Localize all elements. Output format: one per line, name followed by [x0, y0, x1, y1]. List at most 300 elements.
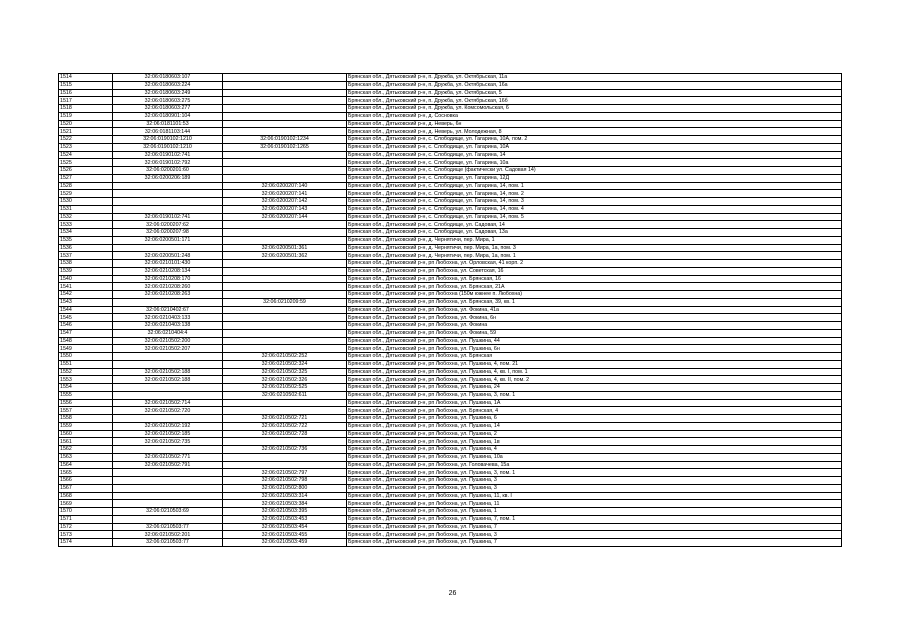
table-row	[59, 105, 842, 113]
land-cadastral-number-cell: 32:06:0200207:62	[113, 221, 223, 229]
object-cadastral-number-cell: 32:06:0200207:141	[223, 190, 347, 198]
land-cadastral-number-cell	[113, 484, 223, 492]
land-cadastral-number-cell	[113, 469, 223, 477]
address-cell: Брянская обл., Дятьковский р-н, рп Любохна, ул. Пушкина, 3	[347, 477, 842, 485]
object-cadastral-number-cell: 32:06:0210502:797	[223, 469, 347, 477]
row-number-cell: 1573	[59, 531, 113, 539]
object-cadastral-number-cell	[223, 283, 347, 291]
address-cell: Брянская обл., Дятьковский р-н, с. Слободище, ул. Гагарина, 14, пом. 5	[347, 213, 842, 221]
object-cadastral-number-cell: 32:06:0200207:143	[223, 205, 347, 213]
table-row	[59, 531, 842, 539]
row-number-cell: 1534	[59, 229, 113, 237]
land-cadastral-number-cell: 32:06:0210502:714	[113, 399, 223, 407]
address-cell: Брянская обл., Дятьковский р-н, с. Слободище, ул. Гагарина, 10а	[347, 159, 842, 167]
table-row	[59, 523, 842, 531]
table-row	[59, 298, 842, 306]
row-number-cell: 1570	[59, 508, 113, 516]
land-cadastral-number-cell: 32:06:0181103:144	[113, 128, 223, 136]
row-number-cell: 1537	[59, 252, 113, 260]
address-cell: Брянская обл., Дятьковский р-н, рп Любохна, ул. Пушкина, 7	[347, 539, 842, 547]
row-number-cell: 1548	[59, 337, 113, 345]
address-cell: Брянская обл., Дятьковский р-н, д. Чернятичи, пер. Мира, 1а, пом. 3	[347, 244, 842, 252]
row-number-cell: 1555	[59, 391, 113, 399]
row-number-cell: 1524	[59, 151, 113, 159]
page-number: 26	[448, 590, 457, 597]
address-cell: Брянская обл., Дятьковский р-н, рп Любохна, ул. Пушкина, 6	[347, 415, 842, 423]
table-row	[59, 376, 842, 384]
address-cell: Брянская обл., Дятьковский р-н, рп Любохна, ул. Пушкина, 44	[347, 337, 842, 345]
row-number-cell: 1559	[59, 422, 113, 430]
row-number-cell: 1528	[59, 182, 113, 190]
table-row	[59, 422, 842, 430]
table-row	[59, 461, 842, 469]
row-number-cell: 1574	[59, 539, 113, 547]
row-number-cell: 1517	[59, 97, 113, 105]
row-number-cell: 1518	[59, 105, 113, 113]
object-cadastral-number-cell	[223, 159, 347, 167]
address-cell: Брянская обл., Дятьковский р-н, с. Слободище, ул. Садовая, 14	[347, 221, 842, 229]
row-number-cell: 1531	[59, 205, 113, 213]
land-cadastral-number-cell: 32:06:0200501:171	[113, 236, 223, 244]
object-cadastral-number-cell: 32:06:0210502:326	[223, 376, 347, 384]
table-row	[59, 182, 842, 190]
table-row	[59, 453, 842, 461]
address-cell: Брянская обл., Дятьковский р-н, рп Любохна, ул. Пушкина, 10а	[347, 453, 842, 461]
row-number-cell: 1560	[59, 430, 113, 438]
row-number-cell: 1554	[59, 384, 113, 392]
row-number-cell: 1544	[59, 306, 113, 314]
table-row	[59, 89, 842, 97]
row-number-cell: 1561	[59, 438, 113, 446]
address-cell: Брянская обл., Дятьковский р-н, рп Любохна, ул. Брянская	[347, 353, 842, 361]
land-cadastral-number-cell: 32:06:0210402:67	[113, 306, 223, 314]
object-cadastral-number-cell: 32:06:0200207:142	[223, 198, 347, 206]
address-cell: Брянская обл., Дятьковский р-н, п. Дружба, ул. Октябрьская, 5	[347, 89, 842, 97]
address-cell: Брянская обл., Дятьковский р-н, рп Любохна, ул. Пушкина, 14	[347, 422, 842, 430]
land-cadastral-number-cell: 32:06:0210502:791	[113, 461, 223, 469]
table-row	[59, 430, 842, 438]
land-cadastral-number-cell: 32:06:0200501:248	[113, 252, 223, 260]
land-cadastral-number-cell: 32:06:0180603:249	[113, 89, 223, 97]
object-cadastral-number-cell	[223, 167, 347, 175]
table-row	[59, 190, 842, 198]
land-cadastral-number-cell: 32:06:0200201:60	[113, 167, 223, 175]
row-number-cell: 1566	[59, 477, 113, 485]
object-cadastral-number-cell	[223, 221, 347, 229]
address-cell: Брянская обл., Дятьковский р-н, рп Любохна (150м южнее п. Любохна)	[347, 291, 842, 299]
object-cadastral-number-cell: 32:06:0200501:361	[223, 244, 347, 252]
table-row	[59, 159, 842, 167]
table-row	[59, 267, 842, 275]
object-cadastral-number-cell: 32:06:0200207:140	[223, 182, 347, 190]
object-cadastral-number-cell	[223, 314, 347, 322]
table-row	[59, 360, 842, 368]
row-number-cell: 1522	[59, 136, 113, 144]
land-cadastral-number-cell: 32:06:0190102:741	[113, 213, 223, 221]
land-cadastral-number-cell: 32:06:0180603:107	[113, 74, 223, 82]
land-cadastral-number-cell: 32:06:0190102:792	[113, 159, 223, 167]
address-cell: Брянская обл., Дятьковский р-н, с. Слободище, ул. Гагарина, 10А, пом. 2	[347, 136, 842, 144]
row-number-cell: 1549	[59, 345, 113, 353]
table-row	[59, 128, 842, 136]
land-cadastral-number-cell: 32:06:0210502:185	[113, 430, 223, 438]
land-cadastral-number-cell	[113, 415, 223, 423]
address-cell: Брянская обл., Дятьковский р-н, рп Любохна, ул. Пушкина, 11	[347, 500, 842, 508]
land-cadastral-number-cell: 32:06:0210502:720	[113, 407, 223, 415]
table-row	[59, 260, 842, 268]
row-number-cell: 1569	[59, 500, 113, 508]
land-cadastral-number-cell: 32:06:0180603:275	[113, 97, 223, 105]
row-number-cell: 1553	[59, 376, 113, 384]
row-number-cell: 1545	[59, 314, 113, 322]
table-row	[59, 275, 842, 283]
table-row	[59, 353, 842, 361]
row-number-cell: 1539	[59, 267, 113, 275]
land-cadastral-number-cell: 32:06:0210208:263	[113, 291, 223, 299]
address-cell: Брянская обл., Дятьковский р-н, п. Дружба, ул. Октябрьская, 11а	[347, 74, 842, 82]
table-row	[59, 539, 842, 547]
land-cadastral-number-cell: 32:06:0210502:200	[113, 337, 223, 345]
row-number-cell: 1520	[59, 120, 113, 128]
table-row	[59, 484, 842, 492]
object-cadastral-number-cell	[223, 322, 347, 330]
table-row	[59, 329, 842, 337]
land-cadastral-number-cell: 32:06:0181101:53	[113, 120, 223, 128]
land-cadastral-number-cell	[113, 391, 223, 399]
row-number-cell: 1525	[59, 159, 113, 167]
table-row	[59, 314, 842, 322]
object-cadastral-number-cell	[223, 399, 347, 407]
object-cadastral-number-cell: 32:06:0210503:453	[223, 515, 347, 523]
land-cadastral-number-cell	[113, 500, 223, 508]
land-cadastral-number-cell	[113, 360, 223, 368]
land-cadastral-number-cell: 32:06:0210502:192	[113, 422, 223, 430]
row-number-cell: 1557	[59, 407, 113, 415]
land-cadastral-number-cell: 32:06:0180603:224	[113, 81, 223, 89]
land-cadastral-number-cell	[113, 353, 223, 361]
object-cadastral-number-cell	[223, 438, 347, 446]
table-row	[59, 283, 842, 291]
address-cell: Брянская обл., Дятьковский р-н, рп Любохна, ул. Пушкина, 24	[347, 384, 842, 392]
object-cadastral-number-cell: 32:06:0210503:455	[223, 531, 347, 539]
table-row	[59, 322, 842, 330]
land-cadastral-number-cell	[113, 515, 223, 523]
table-row	[59, 81, 842, 89]
object-cadastral-number-cell	[223, 461, 347, 469]
table-row	[59, 205, 842, 213]
address-cell: Брянская обл., Дятьковский р-н, рп Любохна, ул. Пушкина, 4, пом. 21	[347, 360, 842, 368]
object-cadastral-number-cell: 32:06:0190102:1265	[223, 143, 347, 151]
address-cell: Брянская обл., Дятьковский р-н, рп Любохна, ул. Пушкина, 6н	[347, 345, 842, 353]
object-cadastral-number-cell: 32:06:0210503:384	[223, 500, 347, 508]
table-row	[59, 492, 842, 500]
object-cadastral-number-cell: 32:06:0210503:314	[223, 492, 347, 500]
object-cadastral-number-cell: 32:06:0200207:144	[223, 213, 347, 221]
row-number-cell: 1530	[59, 198, 113, 206]
land-cadastral-number-cell: 32:06:0210502:771	[113, 453, 223, 461]
row-number-cell: 1521	[59, 128, 113, 136]
land-cadastral-number-cell: 32:06:0210503:77	[113, 523, 223, 531]
row-number-cell: 1562	[59, 446, 113, 454]
object-cadastral-number-cell	[223, 275, 347, 283]
object-cadastral-number-cell	[223, 329, 347, 337]
row-number-cell: 1515	[59, 81, 113, 89]
table-row	[59, 438, 842, 446]
row-number-cell: 1514	[59, 74, 113, 82]
row-number-cell: 1565	[59, 469, 113, 477]
land-cadastral-number-cell	[113, 190, 223, 198]
row-number-cell: 1532	[59, 213, 113, 221]
table-row	[59, 391, 842, 399]
row-number-cell: 1551	[59, 360, 113, 368]
table-row	[59, 384, 842, 392]
address-cell: Брянская обл., Дятьковский р-н, п. Дружба, ул. Октябрьская, 16а	[347, 81, 842, 89]
row-number-cell: 1552	[59, 368, 113, 376]
row-number-cell: 1535	[59, 236, 113, 244]
address-cell: Брянская обл., Дятьковский р-н, с. Слободище, ул. Гагарина, 14, пом. 2	[347, 190, 842, 198]
address-cell: Брянская обл., Дятьковский р-н, д. Неверь, ул. Молодежная, 8	[347, 128, 842, 136]
row-number-cell: 1523	[59, 143, 113, 151]
row-number-cell: 1538	[59, 260, 113, 268]
object-cadastral-number-cell	[223, 260, 347, 268]
address-cell: Брянская обл., Дятьковский р-н, рп Любохна, ул. Головачева, 15а	[347, 461, 842, 469]
land-cadastral-number-cell: 32:06:0210403:133	[113, 314, 223, 322]
address-cell: Брянская обл., Дятьковский р-н, рп Любохна, ул. Пушкина, 1в	[347, 438, 842, 446]
object-cadastral-number-cell	[223, 81, 347, 89]
table-row	[59, 399, 842, 407]
table-row	[59, 174, 842, 182]
row-number-cell: 1546	[59, 322, 113, 330]
land-cadastral-number-cell	[113, 492, 223, 500]
table-row	[59, 291, 842, 299]
row-number-cell: 1542	[59, 291, 113, 299]
object-cadastral-number-cell: 32:06:0210502:525	[223, 384, 347, 392]
row-number-cell: 1529	[59, 190, 113, 198]
row-number-cell: 1516	[59, 89, 113, 97]
table-row	[59, 446, 842, 454]
land-cadastral-number-cell	[113, 477, 223, 485]
address-cell: Брянская обл., Дятьковский р-н, рп Любохна, ул. Брянская, 4	[347, 407, 842, 415]
object-cadastral-number-cell: 32:06:0190102:1234	[223, 136, 347, 144]
table-row	[59, 306, 842, 314]
address-cell: Брянская обл., Дятьковский р-н, д. Неверь, 6н	[347, 120, 842, 128]
address-cell: Брянская обл., Дятьковский р-н, с. Слободище, ул. Садовая, 13а	[347, 229, 842, 237]
row-number-cell: 1568	[59, 492, 113, 500]
address-cell: Брянская обл., Дятьковский р-н, рп Любохна, ул. Пушкина, 4	[347, 446, 842, 454]
land-cadastral-number-cell	[113, 298, 223, 306]
address-cell: Брянская обл., Дятьковский р-н, рп Любохна, ул. Фокина, 41а	[347, 306, 842, 314]
table-row	[59, 252, 842, 260]
address-cell: Брянская обл., Дятьковский р-н, рп Любохна, ул. Орловская, 41 корп. 2	[347, 260, 842, 268]
row-number-cell: 1536	[59, 244, 113, 252]
object-cadastral-number-cell	[223, 407, 347, 415]
object-cadastral-number-cell	[223, 120, 347, 128]
table-row	[59, 469, 842, 477]
object-cadastral-number-cell	[223, 151, 347, 159]
object-cadastral-number-cell	[223, 453, 347, 461]
table-body	[59, 74, 842, 547]
table-row	[59, 415, 842, 423]
object-cadastral-number-cell: 32:06:0210503:454	[223, 523, 347, 531]
object-cadastral-number-cell: 32:06:0210502:798	[223, 477, 347, 485]
object-cadastral-number-cell: 32:06:0210502:611	[223, 391, 347, 399]
object-cadastral-number-cell	[223, 128, 347, 136]
object-cadastral-number-cell: 32:06:0210502:722	[223, 422, 347, 430]
land-cadastral-number-cell: 32:06:0210502:201	[113, 531, 223, 539]
row-number-cell: 1540	[59, 275, 113, 283]
object-cadastral-number-cell: 32:06:0210502:736	[223, 446, 347, 454]
object-cadastral-number-cell	[223, 89, 347, 97]
object-cadastral-number-cell: 32:06:0210502:325	[223, 368, 347, 376]
row-number-cell: 1563	[59, 453, 113, 461]
land-cadastral-number-cell: 32:06:0190102:1210	[113, 143, 223, 151]
row-number-cell: 1571	[59, 515, 113, 523]
row-number-cell: 1543	[59, 298, 113, 306]
address-cell: Брянская обл., Дятьковский р-н, рп Любохна, ул. Пушкина, 1А	[347, 399, 842, 407]
land-cadastral-number-cell: 32:06:0180603:277	[113, 105, 223, 113]
object-cadastral-number-cell	[223, 97, 347, 105]
land-cadastral-number-cell: 32:06:0210403:138	[113, 322, 223, 330]
row-number-cell: 1556	[59, 399, 113, 407]
address-cell: Брянская обл., Дятьковский р-н, рп Любохна, ул. Пушкина, 11, кв. I	[347, 492, 842, 500]
object-cadastral-number-cell: 32:06:0210503:459	[223, 539, 347, 547]
table-row	[59, 213, 842, 221]
address-cell: Брянская обл., Дятьковский р-н, с. Слободище, ул. Гагарина, 14, пом. 3	[347, 198, 842, 206]
table-row	[59, 136, 842, 144]
land-cadastral-number-cell: 32:06:0210503:69	[113, 508, 223, 516]
object-cadastral-number-cell	[223, 229, 347, 237]
object-cadastral-number-cell: 32:06:0200501:362	[223, 252, 347, 260]
land-cadastral-number-cell: 32:06:0210502:188	[113, 368, 223, 376]
land-cadastral-number-cell: 32:06:0210208:134	[113, 267, 223, 275]
table-row	[59, 244, 842, 252]
address-cell: Брянская обл., Дятьковский р-н, рп Любохна, ул. Пушкина, 4, кв. I, пом. 1	[347, 368, 842, 376]
object-cadastral-number-cell	[223, 74, 347, 82]
object-cadastral-number-cell: 32:06:0210502:728	[223, 430, 347, 438]
address-cell: Брянская обл., Дятьковский р-н, с. Слободище, ул. Гагарина, 14, пом. 1	[347, 182, 842, 190]
object-cadastral-number-cell: 32:06:0210502:721	[223, 415, 347, 423]
land-cadastral-number-cell: 32:06:0210502:188	[113, 376, 223, 384]
object-cadastral-number-cell	[223, 345, 347, 353]
land-cadastral-number-cell: 32:06:0210502:207	[113, 345, 223, 353]
address-cell: Брянская обл., Дятьковский р-н, рп Любохна, ул. Пушкина, 3	[347, 531, 842, 539]
object-cadastral-number-cell: 32:06:0210209:59	[223, 298, 347, 306]
table-row	[59, 221, 842, 229]
table-row	[59, 151, 842, 159]
table-row	[59, 74, 842, 82]
row-number-cell: 1527	[59, 174, 113, 182]
row-number-cell: 1547	[59, 329, 113, 337]
row-number-cell: 1550	[59, 353, 113, 361]
address-cell: Брянская обл., Дятьковский р-н, рп Любохна, ул. Пушкина, 3, пом. 1	[347, 391, 842, 399]
object-cadastral-number-cell	[223, 291, 347, 299]
address-cell: Брянская обл., Дятьковский р-н, д. Чернятичи, пер. Мира, 1а, пом. 1	[347, 252, 842, 260]
row-number-cell: 1567	[59, 484, 113, 492]
table-row	[59, 407, 842, 415]
address-cell: Брянская обл., Дятьковский р-н, д. Чернятичи, пер. Мира, 1	[347, 236, 842, 244]
address-cell: Брянская обл., Дятьковский р-н, рп Любохна, ул. Советская, 16	[347, 267, 842, 275]
address-cell: Брянская обл., Дятьковский р-н, с. Слободище, ул. Гагарина, 10А	[347, 143, 842, 151]
address-cell: Брянская обл., Дятьковский р-н, рп Любохна, ул. Фокина, 6н	[347, 314, 842, 322]
table-row	[59, 337, 842, 345]
address-cell: Брянская обл., Дятьковский р-н, рп Любохна, ул. Пушкина, 2	[347, 430, 842, 438]
address-cell: Брянская обл., Дятьковский р-н, рп Любохна, ул. Пушкина, 1	[347, 508, 842, 516]
land-cadastral-number-cell: 32:06:0210404:4	[113, 329, 223, 337]
address-cell: Брянская обл., Дятьковский р-н, с. Слободище, ул. Гагарина, 14	[347, 151, 842, 159]
table-row	[59, 120, 842, 128]
land-cadastral-number-cell	[113, 384, 223, 392]
address-cell: Брянская обл., Дятьковский р-н, рп Любохна, ул. Фокина, 59	[347, 329, 842, 337]
table-row	[59, 112, 842, 120]
address-cell: Брянская обл., Дятьковский р-н, рп Любохна, ул. Брянская, 16	[347, 275, 842, 283]
row-number-cell: 1564	[59, 461, 113, 469]
address-cell: Брянская обл., Дятьковский р-н, с. Слободище (фактически ул. Садовая 14)	[347, 167, 842, 175]
row-number-cell: 1526	[59, 167, 113, 175]
land-cadastral-number-cell	[113, 244, 223, 252]
land-cadastral-number-cell	[113, 182, 223, 190]
land-cadastral-number-cell: 32:06:0190102:741	[113, 151, 223, 159]
object-cadastral-number-cell	[223, 174, 347, 182]
table-row	[59, 229, 842, 237]
object-cadastral-number-cell	[223, 267, 347, 275]
land-cadastral-number-cell	[113, 446, 223, 454]
table-row	[59, 198, 842, 206]
address-cell: Брянская обл., Дятьковский р-н, рп Любохна, ул. Пушкина, 3, пом. 1	[347, 469, 842, 477]
land-cadastral-number-cell: 32:06:0210208:260	[113, 283, 223, 291]
row-number-cell: 1533	[59, 221, 113, 229]
table-row	[59, 167, 842, 175]
address-cell: Брянская обл., Дятьковский р-н, рп Любохна, ул. Пушкина, 3	[347, 484, 842, 492]
address-cell: Брянская обл., Дятьковский р-н, рп Любохна, ул. Пушкина, 4, кв. II, пом. 2	[347, 376, 842, 384]
land-cadastral-number-cell: 32:06:0200206:189	[113, 174, 223, 182]
table-row	[59, 345, 842, 353]
address-cell: Брянская обл., Дятьковский р-н, рп Любохна, ул. Пушкина, 7, пом. 1	[347, 515, 842, 523]
land-cadastral-number-cell: 32:06:0190102:1210	[113, 136, 223, 144]
object-cadastral-number-cell: 32:06:0210502:800	[223, 484, 347, 492]
address-cell: Брянская обл., Дятьковский р-н, рп Любохна, ул. Брянская, 39, кв. 1	[347, 298, 842, 306]
table-row	[59, 97, 842, 105]
table-row	[59, 500, 842, 508]
land-cadastral-number-cell	[113, 198, 223, 206]
row-number-cell: 1572	[59, 523, 113, 531]
table-row	[59, 515, 842, 523]
address-cell: Брянская обл., Дятьковский р-н, рп Любохна, ул. Пушкина, 7	[347, 523, 842, 531]
row-number-cell: 1558	[59, 415, 113, 423]
table-row	[59, 143, 842, 151]
address-cell: Брянская обл., Дятьковский р-н, п. Дружба, ул. Октябрьская, 16б	[347, 97, 842, 105]
land-cadastral-number-cell: 32:06:0210502:735	[113, 438, 223, 446]
property-table	[58, 73, 842, 547]
object-cadastral-number-cell: 32:06:0210502:324	[223, 360, 347, 368]
address-cell: Брянская обл., Дятьковский р-н, п. Дружба, ул. Комсомольская, 6	[347, 105, 842, 113]
land-cadastral-number-cell	[113, 205, 223, 213]
land-cadastral-number-cell: 32:06:0210503:77	[113, 539, 223, 547]
object-cadastral-number-cell: 32:06:0210502:252	[223, 353, 347, 361]
address-cell: Брянская обл., Дятьковский р-н, с. Слободище, ул. Гагарина, 14, пом. 4	[347, 205, 842, 213]
table-row	[59, 477, 842, 485]
row-number-cell: 1519	[59, 112, 113, 120]
land-cadastral-number-cell: 32:06:0210208:170	[113, 275, 223, 283]
table-row	[59, 368, 842, 376]
table-row	[59, 508, 842, 516]
object-cadastral-number-cell	[223, 236, 347, 244]
object-cadastral-number-cell	[223, 105, 347, 113]
land-cadastral-number-cell: 32:06:0180901:104	[113, 112, 223, 120]
address-cell: Брянская обл., Дятьковский р-н, д. Сосновка	[347, 112, 842, 120]
table-row	[59, 236, 842, 244]
row-number-cell: 1541	[59, 283, 113, 291]
address-cell: Брянская обл., Дятьковский р-н, рп Любохна, ул. Фокина	[347, 322, 842, 330]
